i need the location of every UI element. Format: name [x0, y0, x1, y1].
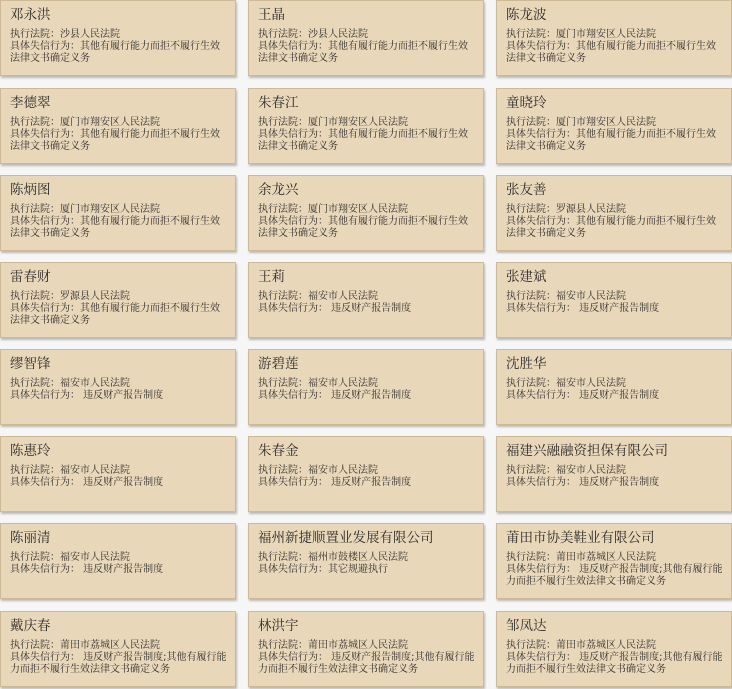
court-value: 福安市人民法院 [556, 465, 626, 476]
behavior-label: 具体失信行为： [258, 652, 328, 663]
behavior-value: 违反财产报告制度 [328, 390, 412, 401]
record-card[interactable] [496, 523, 732, 599]
record-card[interactable] [0, 88, 236, 164]
court-label: 执行法院： [10, 204, 60, 215]
record-name: 李德翠 [10, 95, 51, 111]
behavior-value: 其它规避执行 [328, 564, 388, 575]
court-value: 福安市人民法院 [556, 378, 626, 389]
court-label: 执行法院： [258, 640, 308, 651]
behavior-line [506, 41, 723, 65]
court-value: 厦门市翔安区人民法院 [556, 117, 656, 128]
behavior-line [506, 477, 723, 489]
court-line [10, 117, 227, 129]
behavior-value: 违反财产报告制度;其他有履行能力而拒不履行生效法律文书确定义务 [506, 652, 723, 675]
behavior-line [10, 652, 227, 676]
record-card[interactable] [248, 88, 484, 164]
court-value: 莆田市荔城区人民法院 [556, 552, 656, 563]
court-line [506, 640, 723, 652]
behavior-label: 具体失信行为： [506, 303, 576, 314]
court-line [258, 204, 475, 216]
court-line [506, 552, 723, 564]
court-line [258, 640, 475, 652]
behavior-label: 具体失信行为： [258, 477, 328, 488]
behavior-line [258, 564, 475, 576]
record-name: 缪智锋 [10, 356, 51, 372]
behavior-line [258, 41, 475, 65]
court-line [506, 291, 723, 303]
record-name: 游碧莲 [258, 356, 299, 372]
court-value: 福安市人民法院 [60, 378, 130, 389]
court-value: 莆田市荔城区人民法院 [308, 640, 408, 651]
court-label: 执行法院： [258, 378, 308, 389]
record-name: 雷春财 [10, 269, 51, 285]
behavior-label: 具体失信行为： [506, 390, 576, 401]
court-line [10, 465, 227, 477]
record-card[interactable] [0, 349, 236, 425]
behavior-line [10, 303, 227, 327]
record-card[interactable] [496, 611, 732, 687]
behavior-line [506, 303, 723, 315]
court-line [10, 204, 227, 216]
court-value: 厦门市翔安区人民法院 [60, 204, 160, 215]
record-name: 张友善 [506, 182, 547, 198]
record-card[interactable] [496, 436, 732, 512]
behavior-label: 具体失信行为： [258, 129, 328, 140]
record-card[interactable] [248, 523, 484, 599]
record-name: 余龙兴 [258, 182, 299, 198]
court-value: 沙县人民法院 [60, 29, 120, 40]
court-label: 执行法院： [10, 291, 60, 302]
behavior-value: 其他有履行能力而拒不履行生效法律文书确定义务 [258, 41, 468, 64]
court-line [258, 552, 475, 564]
record-name: 朱春江 [258, 95, 299, 111]
court-line [10, 378, 227, 390]
court-line [258, 117, 475, 129]
behavior-value: 违反财产报告制度 [80, 390, 164, 401]
court-label: 执行法院： [506, 640, 556, 651]
court-label: 执行法院： [10, 465, 60, 476]
court-label: 执行法院： [506, 204, 556, 215]
behavior-line [10, 41, 227, 65]
record-card[interactable] [496, 175, 732, 251]
court-value: 罗源县人民法院 [60, 291, 130, 302]
court-line [10, 640, 227, 652]
record-card[interactable] [248, 349, 484, 425]
behavior-label: 具体失信行为： [258, 216, 328, 227]
behavior-label: 具体失信行为： [506, 129, 576, 140]
record-name: 沈胜华 [506, 356, 547, 372]
behavior-value: 违反财产报告制度;其他有履行能力而拒不履行生效法律文书确定义务 [506, 564, 723, 587]
court-line [506, 378, 723, 390]
record-name: 陈丽清 [10, 530, 51, 546]
record-name: 童晓玲 [506, 95, 547, 111]
behavior-line [258, 477, 475, 489]
behavior-label: 具体失信行为： [10, 41, 80, 52]
record-name: 莆田市协美鞋业有限公司 [506, 530, 655, 546]
behavior-line [10, 564, 227, 576]
court-value: 沙县人民法院 [308, 29, 368, 40]
court-label: 执行法院： [506, 378, 556, 389]
court-value: 福安市人民法院 [556, 291, 626, 302]
behavior-label: 具体失信行为： [10, 652, 80, 663]
court-label: 执行法院： [10, 552, 60, 563]
court-line [10, 29, 227, 41]
behavior-line [258, 652, 475, 676]
court-line [258, 29, 475, 41]
record-name: 邓永洪 [10, 7, 51, 23]
behavior-label: 具体失信行为： [506, 652, 576, 663]
court-label: 执行法院： [506, 117, 556, 128]
behavior-label: 具体失信行为： [258, 41, 328, 52]
behavior-value: 违反财产报告制度 [328, 477, 412, 488]
record-card[interactable] [0, 611, 236, 687]
court-line [506, 204, 723, 216]
behavior-label: 具体失信行为： [10, 390, 80, 401]
court-label: 执行法院： [10, 117, 60, 128]
record-name: 陈惠玲 [10, 443, 51, 459]
court-value: 福安市人民法院 [60, 552, 130, 563]
court-value: 福安市人民法院 [60, 465, 130, 476]
behavior-label: 具体失信行为： [258, 564, 328, 575]
behavior-value: 其他有履行能力而拒不履行生效法律文书确定义务 [258, 129, 468, 152]
behavior-line [258, 129, 475, 153]
record-name: 福州新捷顺置业发展有限公司 [258, 530, 434, 546]
behavior-value: 其他有履行能力而拒不履行生效法律文书确定义务 [10, 41, 220, 64]
record-card[interactable] [496, 262, 732, 338]
behavior-label: 具体失信行为： [506, 41, 576, 52]
behavior-label: 具体失信行为： [258, 390, 328, 401]
behavior-line [258, 216, 475, 240]
court-label: 执行法院： [506, 465, 556, 476]
record-name: 福建兴融融资担保有限公司 [506, 443, 668, 459]
behavior-value: 违反财产报告制度 [328, 303, 412, 314]
record-card[interactable] [0, 436, 236, 512]
record-card[interactable] [248, 262, 484, 338]
court-label: 执行法院： [10, 29, 60, 40]
behavior-label: 具体失信行为： [10, 129, 80, 140]
behavior-value: 其他有履行能力而拒不履行生效法律文书确定义务 [506, 41, 716, 64]
court-label: 执行法院： [506, 291, 556, 302]
court-value: 福安市人民法院 [308, 465, 378, 476]
court-line [506, 29, 723, 41]
court-value: 莆田市荔城区人民法院 [556, 640, 656, 651]
behavior-value: 其他有履行能力而拒不履行生效法律文书确定义务 [506, 129, 716, 152]
behavior-value: 违反财产报告制度 [576, 303, 660, 314]
court-label: 执行法院： [258, 117, 308, 128]
court-label: 执行法院： [258, 465, 308, 476]
behavior-label: 具体失信行为： [10, 216, 80, 227]
behavior-line [506, 216, 723, 240]
record-name: 陈龙波 [506, 7, 547, 23]
behavior-line [506, 390, 723, 402]
court-label: 执行法院： [258, 204, 308, 215]
behavior-label: 具体失信行为： [506, 477, 576, 488]
record-name: 陈炳图 [10, 182, 51, 198]
behavior-value: 违反财产报告制度 [80, 477, 164, 488]
court-line [258, 465, 475, 477]
court-label: 执行法院： [506, 29, 556, 40]
behavior-line [10, 477, 227, 489]
court-line [258, 378, 475, 390]
court-line [10, 291, 227, 303]
record-name: 邹凤达 [506, 618, 547, 634]
behavior-value: 其他有履行能力而拒不履行生效法律文书确定义务 [258, 216, 468, 239]
court-label: 执行法院： [506, 552, 556, 563]
record-card[interactable] [0, 262, 236, 338]
record-card[interactable] [0, 523, 236, 599]
record-card[interactable] [496, 349, 732, 425]
behavior-label: 具体失信行为： [506, 564, 576, 575]
behavior-label: 具体失信行为： [10, 477, 80, 488]
court-value: 福州市鼓楼区人民法院 [308, 552, 408, 563]
behavior-label: 具体失信行为： [258, 303, 328, 314]
record-name: 林洪宇 [258, 618, 299, 634]
behavior-value: 其他有履行能力而拒不履行生效法律文书确定义务 [506, 216, 716, 239]
behavior-line [506, 564, 723, 588]
record-card[interactable] [496, 0, 732, 76]
court-line [506, 465, 723, 477]
court-value: 莆田市荔城区人民法院 [60, 640, 160, 651]
court-value: 厦门市翔安区人民法院 [60, 117, 160, 128]
behavior-line [258, 390, 475, 402]
behavior-value: 违反财产报告制度;其他有履行能力而拒不履行生效法律文书确定义务 [258, 652, 475, 675]
court-value: 厦门市翔安区人民法院 [308, 117, 408, 128]
behavior-line [506, 129, 723, 153]
behavior-value: 违反财产报告制度 [576, 477, 660, 488]
record-card[interactable] [248, 436, 484, 512]
court-label: 执行法院： [10, 640, 60, 651]
court-label: 执行法院： [10, 378, 60, 389]
behavior-value: 其他有履行能力而拒不履行生效法律文书确定义务 [10, 129, 220, 152]
record-name: 王莉 [258, 269, 285, 285]
court-value: 福安市人民法院 [308, 378, 378, 389]
behavior-value: 其他有履行能力而拒不履行生效法律文书确定义务 [10, 216, 220, 239]
court-label: 执行法院： [258, 291, 308, 302]
behavior-line [258, 303, 475, 315]
record-name: 朱春金 [258, 443, 299, 459]
record-card[interactable] [248, 175, 484, 251]
behavior-value: 违反财产报告制度;其他有履行能力而拒不履行生效法律文书确定义务 [10, 652, 227, 675]
behavior-line [10, 129, 227, 153]
behavior-label: 具体失信行为： [10, 303, 80, 314]
record-card[interactable] [0, 175, 236, 251]
court-line [506, 117, 723, 129]
court-line [10, 552, 227, 564]
behavior-line [10, 216, 227, 240]
record-card[interactable] [248, 611, 484, 687]
behavior-value: 违反财产报告制度 [576, 390, 660, 401]
behavior-value: 违反财产报告制度 [80, 564, 164, 575]
record-card[interactable] [496, 88, 732, 164]
court-value: 福安市人民法院 [308, 291, 378, 302]
court-label: 执行法院： [258, 552, 308, 563]
behavior-line [506, 652, 723, 676]
record-name: 王晶 [258, 7, 285, 23]
behavior-label: 具体失信行为： [506, 216, 576, 227]
court-value: 厦门市翔安区人民法院 [556, 29, 656, 40]
court-line [258, 291, 475, 303]
court-value: 厦门市翔安区人民法院 [308, 204, 408, 215]
behavior-label: 具体失信行为： [10, 564, 80, 575]
record-name: 张建斌 [506, 269, 547, 285]
court-value: 罗源县人民法院 [556, 204, 626, 215]
behavior-line [10, 390, 227, 402]
record-card[interactable] [248, 0, 484, 76]
behavior-value: 其他有履行能力而拒不履行生效法律文书确定义务 [10, 303, 220, 326]
record-name: 戴庆春 [10, 618, 51, 634]
court-label: 执行法院： [258, 29, 308, 40]
record-card[interactable] [0, 0, 236, 76]
